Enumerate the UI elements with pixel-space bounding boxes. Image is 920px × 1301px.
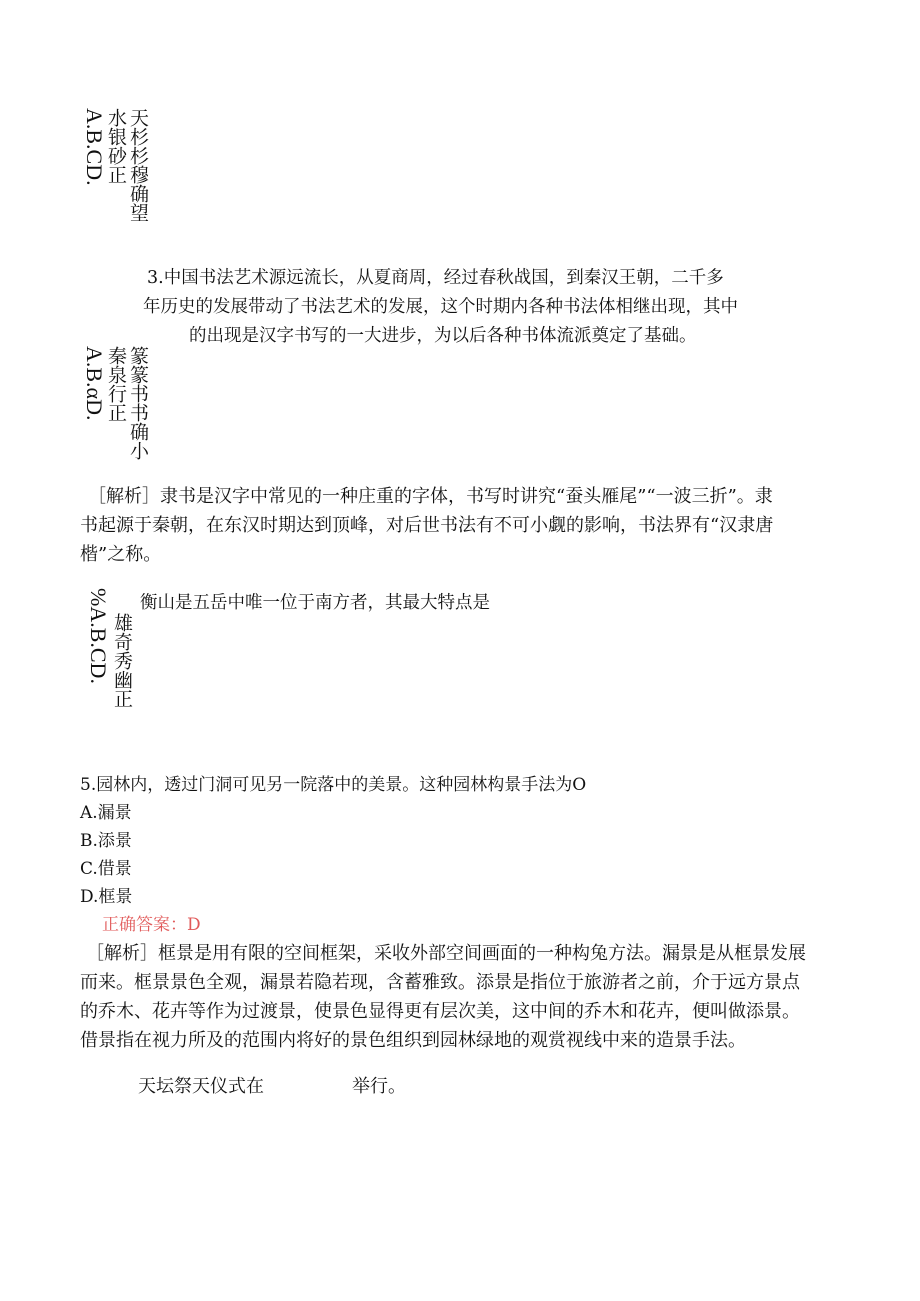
q3-col1-char: 正 (105, 403, 127, 422)
q3-stem-line-1: 3.中国书法艺术源远流长，从夏商周，经过春秋战国，到秦汉王朝，二千多 (147, 268, 724, 288)
q3-analysis-line-1: ［解析］隶书是汉字中常见的一种庄重的字体，书写时讲究“蚕头雁尾”“一波三折”。隶 (88, 486, 773, 507)
q3-col2-char: 小 (127, 441, 149, 460)
q5-analysis-line-1: ［解析］框景是用有限的空间框架，采收外部空间画面的一种构兔方法。漏景是从框景发展 (86, 943, 806, 964)
q3-col2-char: 书 (127, 403, 149, 422)
q2-col2-char: 天 (127, 108, 149, 127)
q3-option-column-1 (106, 346, 126, 422)
q6-stem-part-1: 天坛祭天仪式在 (138, 1076, 264, 1097)
q2-col1-char: 银 (105, 127, 127, 146)
q5-analysis-line-3: 的乔木、花卉等作为过渡景，使景色显得更有层次美，这中间的乔木和花卉，便叫做添景。 (80, 1001, 800, 1022)
q3-col2-char: 确 (127, 422, 149, 441)
q5-option-b: B.添景 (80, 831, 132, 851)
q5-analysis-line-4: 借景指在视力所及的范围内将好的景色组织到园林绿地的观赏视线中来的造景手法。 (80, 1030, 746, 1051)
q4-col-char: 秀 (111, 651, 133, 670)
q2-col1-char: 水 (105, 108, 127, 127)
q5-correct-answer: 正确答案：D (102, 915, 201, 935)
q2-col1-char: 砂 (105, 146, 127, 165)
q3-stem-line-2: 年历史的发展带动了书法艺术的发展，这个时期内各种书法体相继出现，其中 (143, 297, 738, 317)
q4-option-letters: %A.B.CD. (86, 588, 111, 684)
q3-col2-char: 篆 (127, 346, 149, 365)
q5-stem: 5.园林内，透过门洞可见另一院落中的美景。这种园林构景手法为O (80, 775, 587, 795)
q4-col-char: 雄 (111, 613, 133, 632)
q2-col2-char: 穆 (127, 165, 149, 184)
q3-col2-char: 篆 (127, 365, 149, 384)
q4-option-column (112, 613, 132, 708)
q5-option-a: A.漏景 (80, 803, 132, 823)
q5-option-c: C.借景 (80, 859, 132, 879)
q5-analysis-line-2: 而来。框景景色全观，漏景若隐若现，含蓄雅致。添景是指位于旅游者之前，介于远方景点 (80, 972, 800, 993)
q2-option-column-1 (106, 108, 126, 184)
q2-option-letters: A.B.CD. (82, 108, 107, 186)
q3-analysis-line-3: 楷”之称。 (80, 544, 162, 565)
q4-col-char: 幽 (111, 670, 133, 689)
q4-col-char: 正 (111, 689, 133, 708)
q2-col2-char: 望 (127, 203, 149, 222)
q6-stem-part-2: 举行。 (352, 1076, 406, 1097)
q3-col1-char: 秦 (105, 346, 127, 365)
q4-col-char: 奇 (111, 632, 133, 651)
q2-col1-char: 正 (105, 165, 127, 184)
q3-col2-char: 书 (127, 384, 149, 403)
q2-col2-char: 杉 (127, 146, 149, 165)
q3-analysis-line-2: 书起源于秦朝，在东汉时期达到顶峰，对后世书法有不可小觑的影响，书法界有“汉隶唐 (80, 515, 774, 536)
q3-option-column-2 (128, 346, 148, 460)
q3-option-letters: A.B.αD. (82, 346, 107, 421)
q3-col1-char: 行 (105, 384, 127, 403)
q2-option-column-2 (128, 108, 148, 222)
q3-stem-line-3: 的出现是汉字书写的一大进步，为以后各种书体流派奠定了基础。 (189, 326, 697, 346)
q3-col1-char: 泉 (105, 365, 127, 384)
q4-stem: 衡山是五岳中唯一位于南方者，其最大特点是 (140, 593, 490, 613)
q5-option-d: D.框景 (80, 887, 133, 907)
q2-col2-char: 杉 (127, 127, 149, 146)
q2-col2-char: 确 (127, 184, 149, 203)
